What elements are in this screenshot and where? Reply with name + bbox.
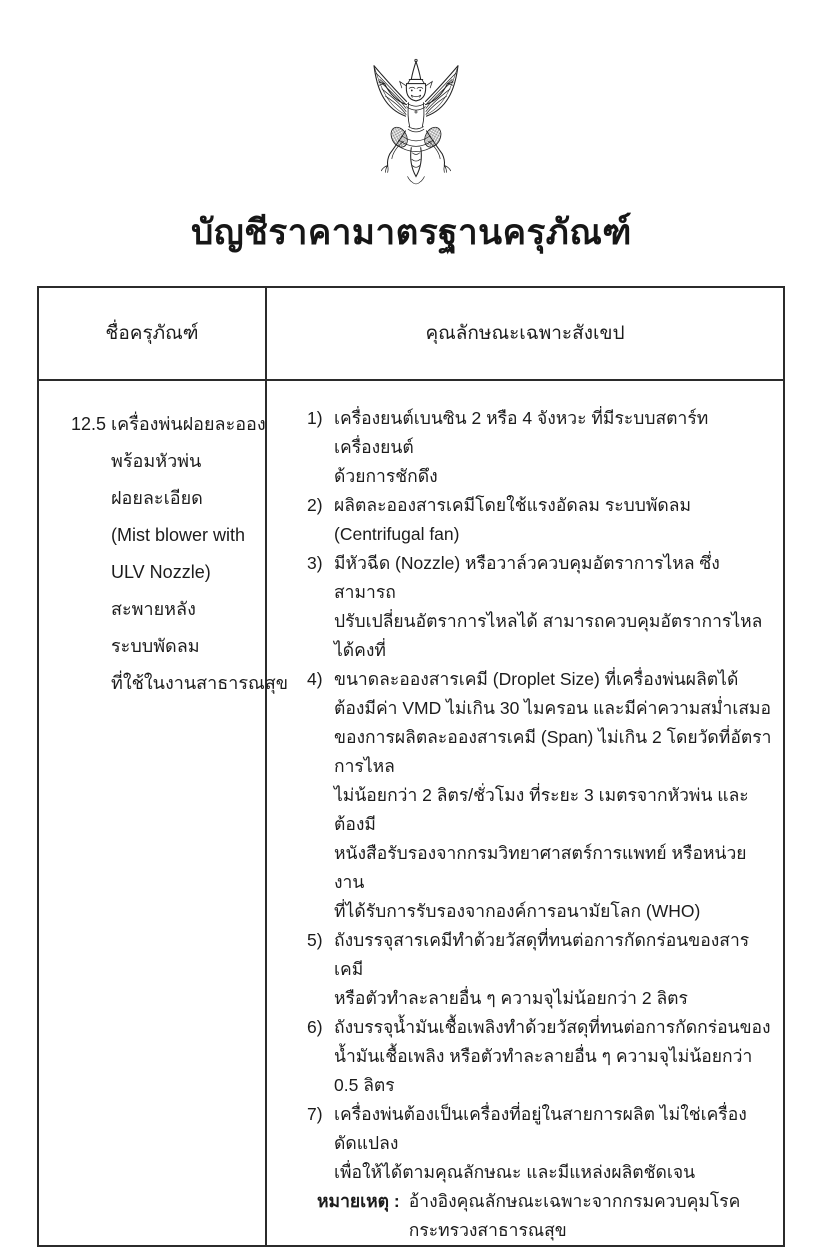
equipment-name-cell [39, 381, 289, 1245]
note [317, 1187, 773, 1245]
text-line: อ้างอิงคุณลักษณะเฉพาะจากกรมควบคุมโรค [408, 1190, 741, 1211]
spec-item-number: 5) [307, 929, 323, 950]
spec-item-lines [334, 549, 773, 665]
spec-item-lines [334, 1013, 773, 1100]
spec-table [37, 286, 785, 1247]
spec-item-number: 1) [307, 407, 323, 428]
spec-line: ถังบรรจุน้ำมันเชื้อเพลิงทำด้วยวัสดุที่ทนต่อการกัดกร่อนของ [334, 1016, 771, 1037]
spec-item [307, 1013, 773, 1100]
spec-line: ขนาดละอองสารเคมี (Droplet Size) ที่เครื่องพ่นผลิตได้ [334, 668, 739, 689]
text-line: ฝอยละเอียด [111, 487, 203, 508]
spec-item-lines [334, 491, 773, 549]
spec-line: ที่ได้รับการรับรองจากองค์การอนามัยโลก (WHO) [334, 900, 701, 921]
spec-item-lines [334, 926, 773, 1013]
text-line: เครื่องพ่นฝอยละออง [111, 413, 266, 434]
spec-line: ไม่น้อยกว่า 2 ลิตร/ชั่วโมง ที่ระยะ 3 เมตรจากหัวพ่น และต้องมี [334, 784, 749, 834]
spec-item-lines [334, 1100, 773, 1187]
spec-item-number: 7) [307, 1103, 323, 1124]
spec-line: ปรับเปลี่ยนอัตราการไหลได้ สามารถควบคุมอัตราการไหลได้คงที่ [334, 610, 763, 660]
spec-line: ด้วยการชักดึง [334, 465, 438, 486]
spec-item-number: 6) [307, 1016, 323, 1037]
note-label: หมายเหตุ : [317, 1190, 400, 1211]
spec-list [307, 404, 773, 1187]
equipment-name-row [71, 406, 289, 702]
spec-item [307, 549, 773, 665]
spec-line: มีหัวฉีด (Nozzle) หรือวาล์วควบคุมอัตราการไหล ซึ่งสามารถ [334, 552, 720, 602]
spec-item-number: 3) [307, 552, 323, 573]
spec-item [307, 491, 773, 549]
page-title: บัญชีราคามาตรฐานครุภัณฑ์ [191, 213, 632, 252]
column-header-specification: คุณลักษณะเฉพาะสังเขป [425, 322, 625, 344]
text-line: กระทรวงสาธารณสุข [408, 1219, 567, 1240]
spec-line: น้ำมันเชื้อเพลิง หรือตัวทำละลายอื่น ๆ ความจุไม่น้อยกว่า 0.5 ลิตร [334, 1045, 753, 1095]
specification-cell [267, 381, 783, 1245]
spec-line: เครื่องยนต์เบนซิน 2 หรือ 4 จังหวะ ที่มีระบบสตาร์ทเครื่องยนต์ [334, 407, 709, 457]
text-line: สะพายหลัง [111, 598, 196, 619]
table-header-row [39, 288, 783, 381]
spec-line: ต้องมีค่า VMD ไม่เกิน 30 ไมครอน และมีค่าความสม่ำเสมอ [334, 697, 772, 718]
text-line: ULV Nozzle) [111, 561, 211, 582]
spec-line: เครื่องพ่นต้องเป็นเครื่องที่อยู่ในสายการผลิต ไม่ใช่เครื่องดัดแปลง [334, 1103, 747, 1153]
spec-line: หรือตัวทำละลายอื่น ๆ ความจุไม่น้อยกว่า 2 ลิตร [334, 987, 688, 1008]
garuda-emblem-icon [353, 54, 479, 192]
spec-line: เพื่อให้ได้ตามคุณลักษณะ และมีแหล่งผลิตชัดเจน [334, 1161, 696, 1182]
spec-line: ของการผลิตละอองสารเคมี (Span) ไม่เกิน 2 โดยวัดที่อัตราการไหล [334, 726, 772, 776]
equipment-name-lines [111, 406, 288, 702]
spec-line: ผลิตละอองสารเคมีโดยใช้แรงอัดลม ระบบพัดลม (Centrifugal fan) [334, 494, 691, 544]
spec-item-lines [334, 665, 773, 926]
spec-item-number: 4) [307, 668, 323, 689]
spec-line: หนังสือรับรองจากกรมวิทยาศาสตร์การแพทย์ หรือหน่วยงาน [334, 842, 747, 892]
text-line: ระบบพัดลม [111, 635, 200, 656]
item-number: 12.5 [71, 413, 107, 434]
spec-line: ถังบรรจุสารเคมีทำด้วยวัสดุที่ทนต่อการกัดกร่อนของสารเคมี [334, 929, 750, 979]
document-page [0, 54, 823, 1240]
text-line: ที่ใช้ในงานสาธารณสุข [111, 672, 289, 693]
spec-item [307, 926, 773, 1013]
spec-item [307, 1100, 773, 1187]
spec-item [307, 404, 773, 491]
text-line: พร้อมหัวพ่น [111, 450, 202, 471]
spec-item [307, 665, 773, 926]
column-header-equipment-name: ชื่อครุภัณฑ์ [39, 288, 267, 379]
spec-item-lines [334, 404, 773, 491]
table-body-row [39, 381, 783, 1245]
note-lines [409, 1187, 741, 1245]
spec-item-number: 2) [307, 494, 323, 515]
text-line: (Mist blower with [111, 524, 246, 545]
